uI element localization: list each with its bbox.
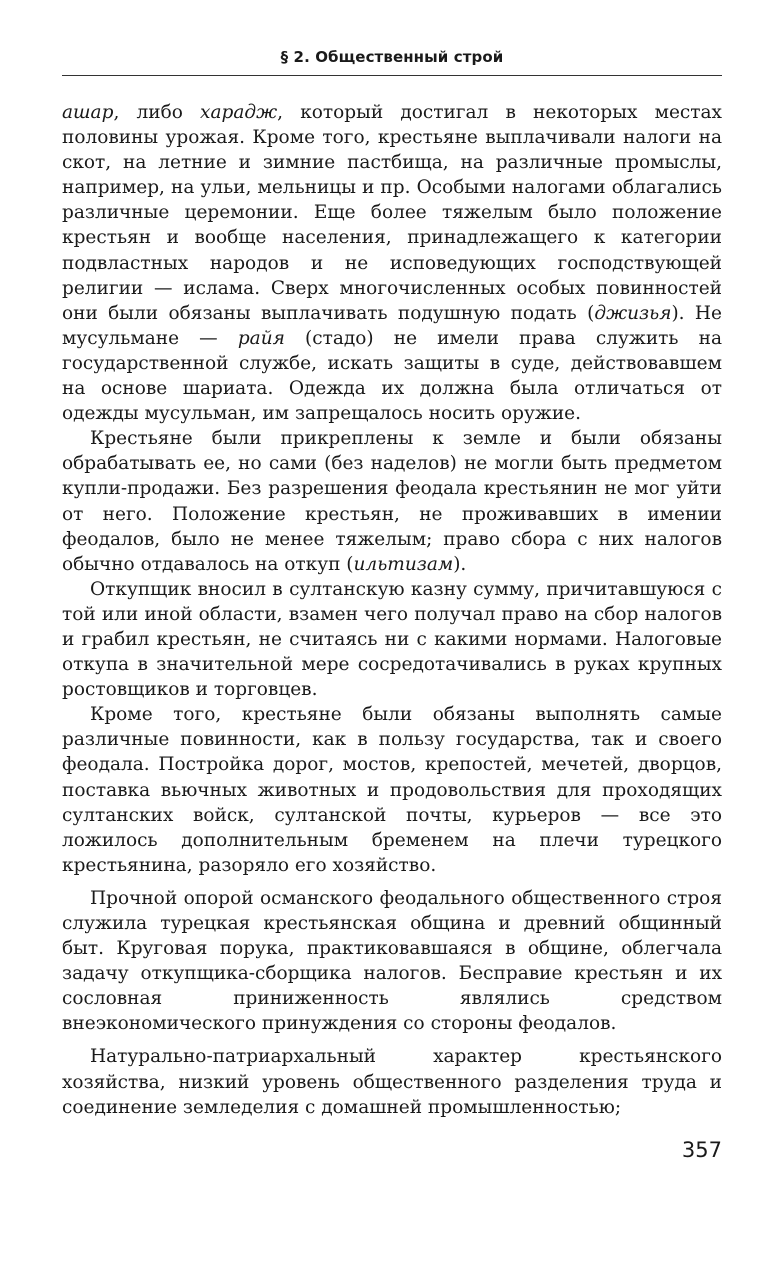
text-run: , либо <box>113 102 201 123</box>
header-rule <box>62 75 722 76</box>
italic-term: джизья <box>594 302 672 324</box>
text-run: ). <box>453 553 467 575</box>
running-head: § 2. Общественный строй <box>280 48 504 66</box>
italic-term: ашар <box>62 102 114 123</box>
italic-term: райя <box>237 327 285 349</box>
italic-term: ильтизам <box>353 553 454 575</box>
paragraph <box>62 702 722 878</box>
body-text <box>62 100 722 1120</box>
text-run: Кроме того, крестьяне были обязаны выполнять самые различные повинности, как в пользу государства, так и своего феодала. Постройка дорог, мостов, крепостей, мечетей, дворцов, поставка вьючных животных и продовольствия для проходящих султанских войск, султанской почты, курьеров — все это ложилось дополнительным бременем на плечи турецкого крестьянина, разоряло его хозяйство. <box>62 704 722 876</box>
text-run: Крестьяне были прикреплены к земле и были обязаны обрабатывать ее, но сами (без наделов) не могли быть предметом купли-продажи. Без разрешения феодала крестьянин не мог уйти от него. Положение крестьян, не проживавших в имении феодалов, было не менее тяжелым; право сбора с них налогов обычно отдавалось на откуп ( <box>62 428 722 575</box>
paragraph <box>62 100 722 426</box>
paragraph <box>62 1044 722 1119</box>
paragraph <box>62 577 722 702</box>
text-run: Прочной опорой османского феодального общественного строя служила турецкая крестьянская община и древний общинный быт. Круговая порука, практиковавшаяся в общине, облегчала задачу откупщика-сборщика налогов. Бесправие крестьян и их сословная приниженность являлись средством внеэкономического принуждения со стороны феодалов. <box>62 887 722 1035</box>
text-run: Откупщик вносил в султанскую казну сумму, причитавшуюся с той или иной области, взамен чего получал право на сбор налогов и грабил крестьян, не считаясь ни с какими нормами. Налоговые откупа в значительной мере сосредотачивались в руках крупных ростовщиков и торговцев. <box>62 578 722 701</box>
paragraph <box>62 886 722 1037</box>
italic-term: харадж <box>200 102 278 123</box>
page-number: 357 <box>681 1138 722 1162</box>
paragraph <box>62 426 722 577</box>
text-run: , который достигал в некоторых местах половины урожая. Кроме того, крестьяне выплачивали налоги на скот, на летние и зимние пастбища, на различные промыслы, например, на ульи, мельницы и пр. Особыми налогами облагались различные церемонии. Еще более тяжелым было положение крестьян и вообще населения, принадлежащего к категории подвластных народов и не исповедующих господствующей религии — ислама. Сверх многочисленных особых повинностей они были обязаны выплачивать подушную подать ( <box>62 102 722 324</box>
text-run: ). Не мусульмане — <box>62 302 723 349</box>
text-run: (стадо) не имели права служить на государственной службе, искать защиты в суде, действовавшем на основе шариата. Одежда их должна была отличаться от одежды мусульман, им запрещалось носить оружие. <box>62 327 722 425</box>
text-run: Натурально-патриархальный характер крестьянского хозяйства, низкий уровень общественного разделения труда и соединение земледелия с домашней промышленностью; <box>62 1046 722 1118</box>
